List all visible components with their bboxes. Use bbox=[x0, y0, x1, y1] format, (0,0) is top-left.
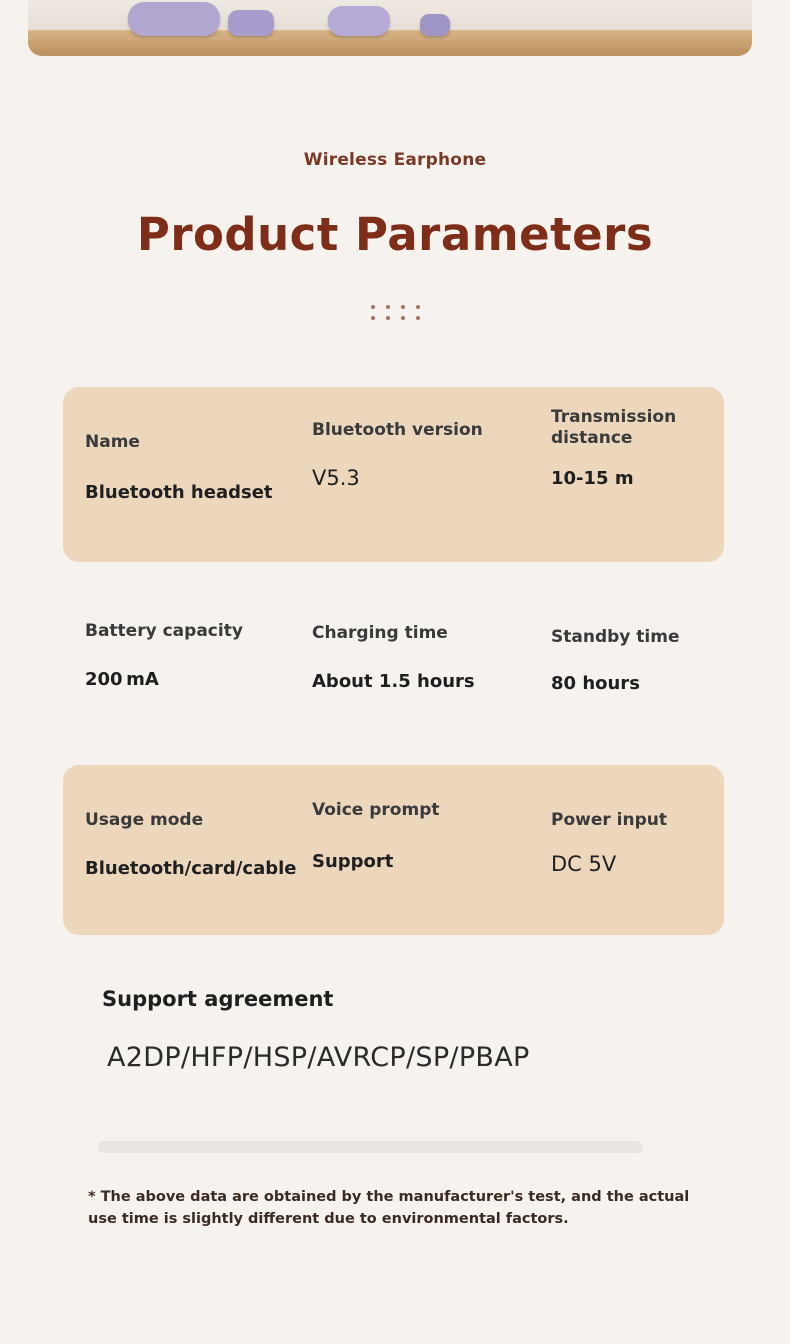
divider bbox=[98, 1141, 643, 1153]
spec-value: V5.3 bbox=[312, 466, 360, 490]
earbud-left bbox=[228, 10, 274, 36]
spec-value: Support bbox=[312, 851, 394, 872]
spec-label: Name bbox=[85, 432, 140, 452]
spec-label: Power input bbox=[551, 810, 668, 830]
spec-label: Battery capacity bbox=[85, 621, 243, 641]
spec-cell-transmission-distance bbox=[551, 407, 701, 489]
spec-label: Voice prompt bbox=[312, 800, 440, 820]
dot-column bbox=[401, 305, 405, 320]
dot bbox=[416, 305, 420, 309]
dot bbox=[416, 316, 420, 320]
spec-cell-bluetooth-version bbox=[312, 420, 483, 490]
dot bbox=[371, 316, 375, 320]
page-title: Product Parameters bbox=[136, 208, 654, 261]
spec-value: 80 hours bbox=[551, 673, 640, 694]
dot bbox=[401, 316, 405, 320]
support-agreement-value: A2DP/HFP/HSP/AVRCP/SP/PBAP bbox=[107, 1042, 530, 1073]
dot bbox=[386, 316, 390, 320]
spec-label: Transmission distance bbox=[551, 407, 677, 449]
footnote: * The above data are obtained by the manufacturer's test, and the actual use time is slightly different due to environmental factors. bbox=[88, 1189, 690, 1228]
dot bbox=[386, 305, 390, 309]
spec-cell-voice-prompt bbox=[312, 800, 440, 872]
spec-value: DC 5V bbox=[551, 852, 617, 876]
spec-cell-power-input bbox=[551, 810, 667, 876]
spec-cell-charging-time bbox=[312, 623, 475, 692]
hero-image bbox=[28, 0, 752, 56]
earbud-case-left bbox=[128, 2, 220, 36]
dot-column bbox=[416, 305, 420, 320]
spec-row bbox=[63, 765, 724, 935]
decorative-dots bbox=[0, 305, 790, 320]
spec-label: Standby time bbox=[551, 627, 680, 647]
spec-cell-usage-mode bbox=[85, 810, 296, 879]
spec-value: About 1.5 hours bbox=[312, 671, 475, 692]
spec-row bbox=[63, 598, 724, 738]
dot bbox=[401, 305, 405, 309]
spec-value: Bluetooth headset bbox=[85, 482, 273, 503]
spec-value: 10-15 m bbox=[551, 467, 634, 489]
spec-value: 200 mA bbox=[85, 669, 159, 690]
dot bbox=[371, 305, 375, 309]
dot-column bbox=[371, 305, 375, 320]
earbud-case-right bbox=[328, 6, 390, 36]
spec-cell-name bbox=[85, 432, 273, 503]
earbud-right bbox=[420, 14, 450, 36]
spec-label: Usage mode bbox=[85, 810, 204, 830]
page-subtitle: Wireless Earphone bbox=[303, 150, 487, 170]
spec-row bbox=[63, 387, 724, 562]
dot-column bbox=[386, 305, 390, 320]
spec-cell-standby-time bbox=[551, 627, 679, 694]
spec-value: Bluetooth/card/cable bbox=[85, 858, 297, 879]
spec-label: Bluetooth version bbox=[312, 420, 483, 440]
spec-cell-battery-capacity bbox=[85, 621, 243, 690]
spec-label: Charging time bbox=[312, 623, 448, 643]
support-agreement-label: Support agreement bbox=[102, 987, 334, 1011]
